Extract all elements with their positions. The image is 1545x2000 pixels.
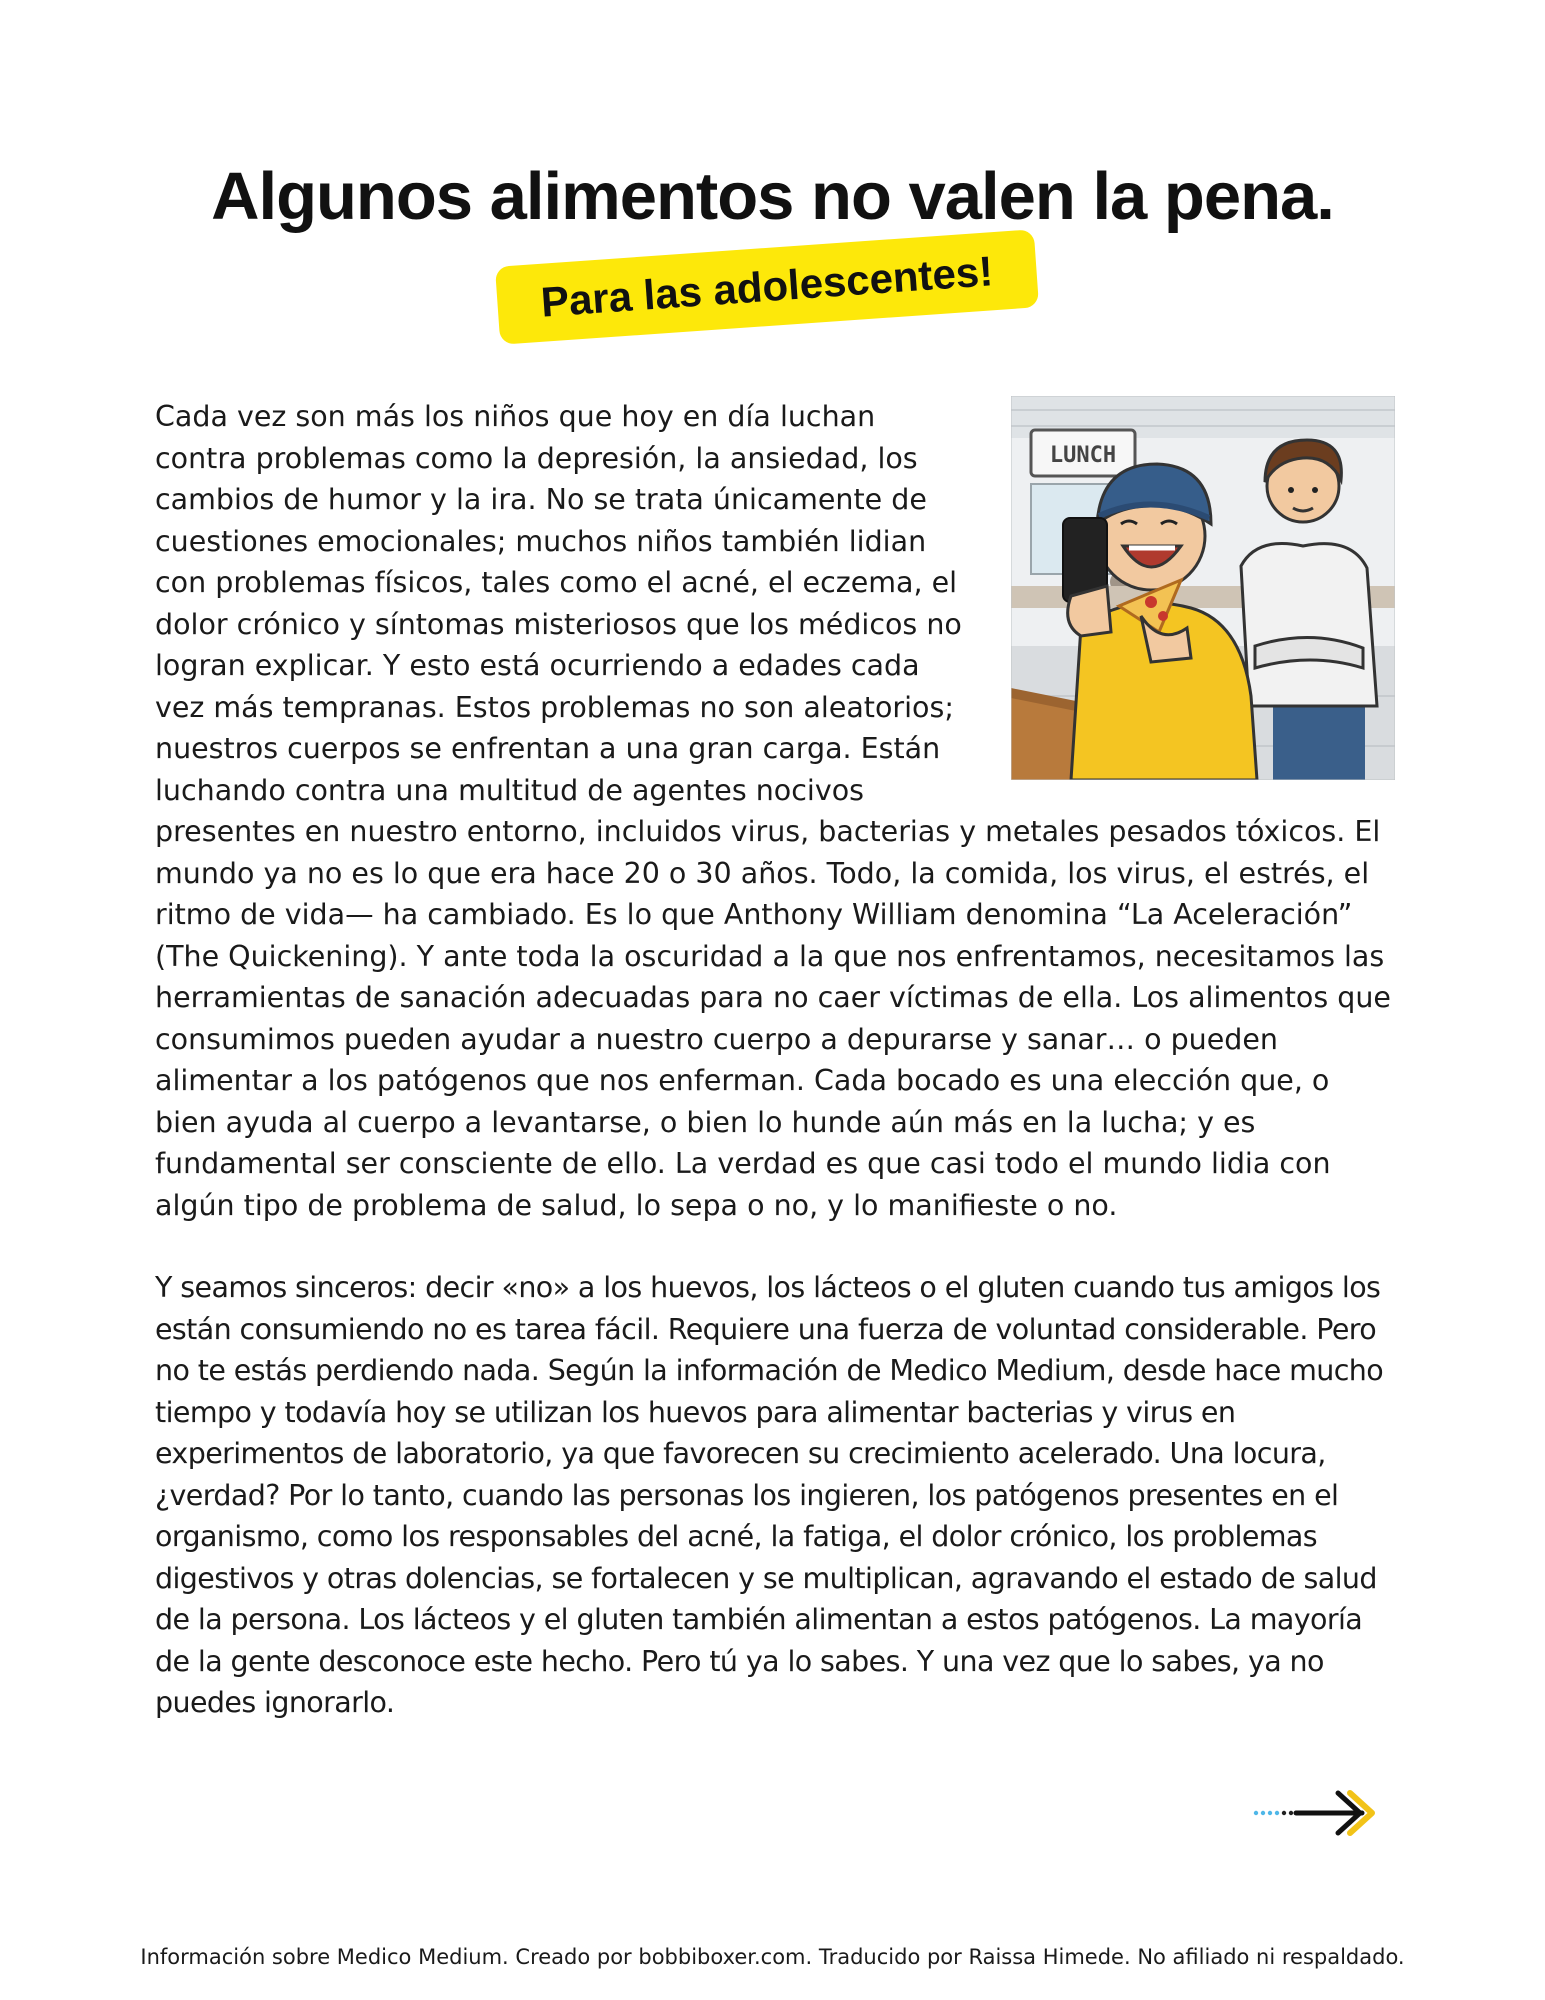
lunch-sign: LUNCH [1049,443,1117,468]
page-title: Algunos alimentos no valen la pena. [211,159,1334,234]
illustration-svg [1011,396,1395,780]
article-paragraph-1: Cada vez son más los niños que hoy en día luchan contra problemas como la depresión, la ansiedad, los cambios de humor y la ira. No se trata únicamente de cuestiones emocionales; muchos niños también lidian con problemas físicos, tales como el acné, el eczema, el dolor crónico y síntomas misteriosos que los médicos no logran explicar. Y esto está ocurriendo a edades cada vez más tempranas. Estos problemas no son aleatorios; nuestros cuerpos se enfrentan a una gran carga. Están luchando contra una multitud de agentes nocivos presentes en nuestro entorno, incluidos virus, bacterias y metales pesados tóxicos. El mundo ya no es lo que era hace 20 o 30 años. Todo, la comida, los virus, el estrés, el ritmo de vida— ha cambiado. Es lo que Anthony William denomina “La Aceleración” (The Quickening). Y ante toda la oscuridad a la que nos enfrentamos, necesitamos las herramientas de sanación adecuadas para no caer víctimas de ella. Los alimentos que consumimos pueden ayudar a nuestro cuerpo a depurarse y sanar… o pueden alimentar a los patógenos que nos enferman. Cada bocado es una elección que, o bien ayuda al cuerpo a levantarse, o bien lo hunde aún más en la lucha; y es fundamental ser consciente de ello. La verdad es que casi todo el mundo lidia con algún tipo de problema de salud, lo sepa o no, y lo manifieste o no. [155,400,1391,1222]
illustration-teens-lunch [1011,396,1395,780]
footer-credit: Información sobre Medico Medium. Creado por bobbiboxer.com. Traducido por Raissa Himede. No afiliado ni respaldado. [140,1945,1405,1969]
subtitle-text: Para las adolescentes! [539,247,995,326]
article-paragraph-2: Y seamos sinceros: decir «no» a los huevos, los lácteos o el gluten cuando tus amigos los están consumiendo no es tarea fácil. Requiere una fuerza de voluntad considerable. Pero no te estás perdiendo nada. Según la información de Medico Medium, desde hace mucho tiempo y todavía hoy se utilizan los huevos para alimentar bacterias y virus en experimentos de laboratorio, ya que favorecen su crecimiento acelerado. Una locura, ¿verdad? Por lo tanto, cuando las personas los ingieren, los patógenos presentes en el organismo, como los responsables del acné, la fatiga, el dolor crónico, los problemas digestivos y otras dolencias, se fortalecen y se multiplican, agravando el estado de salud de la persona. Los lácteos y el gluten también alimentan a estos patógenos. La mayoría de la gente desconoce este hecho. Pero tú ya lo sabes. Y una vez que lo sabes, ya no puedes ignorarlo. [155,1271,1384,1719]
subtitle-badge [495,229,1039,344]
article-body [155,396,1395,1724]
double-chevron-arrow-icon [1250,1785,1380,1841]
next-page-arrow[interactable] [1250,1785,1380,1841]
